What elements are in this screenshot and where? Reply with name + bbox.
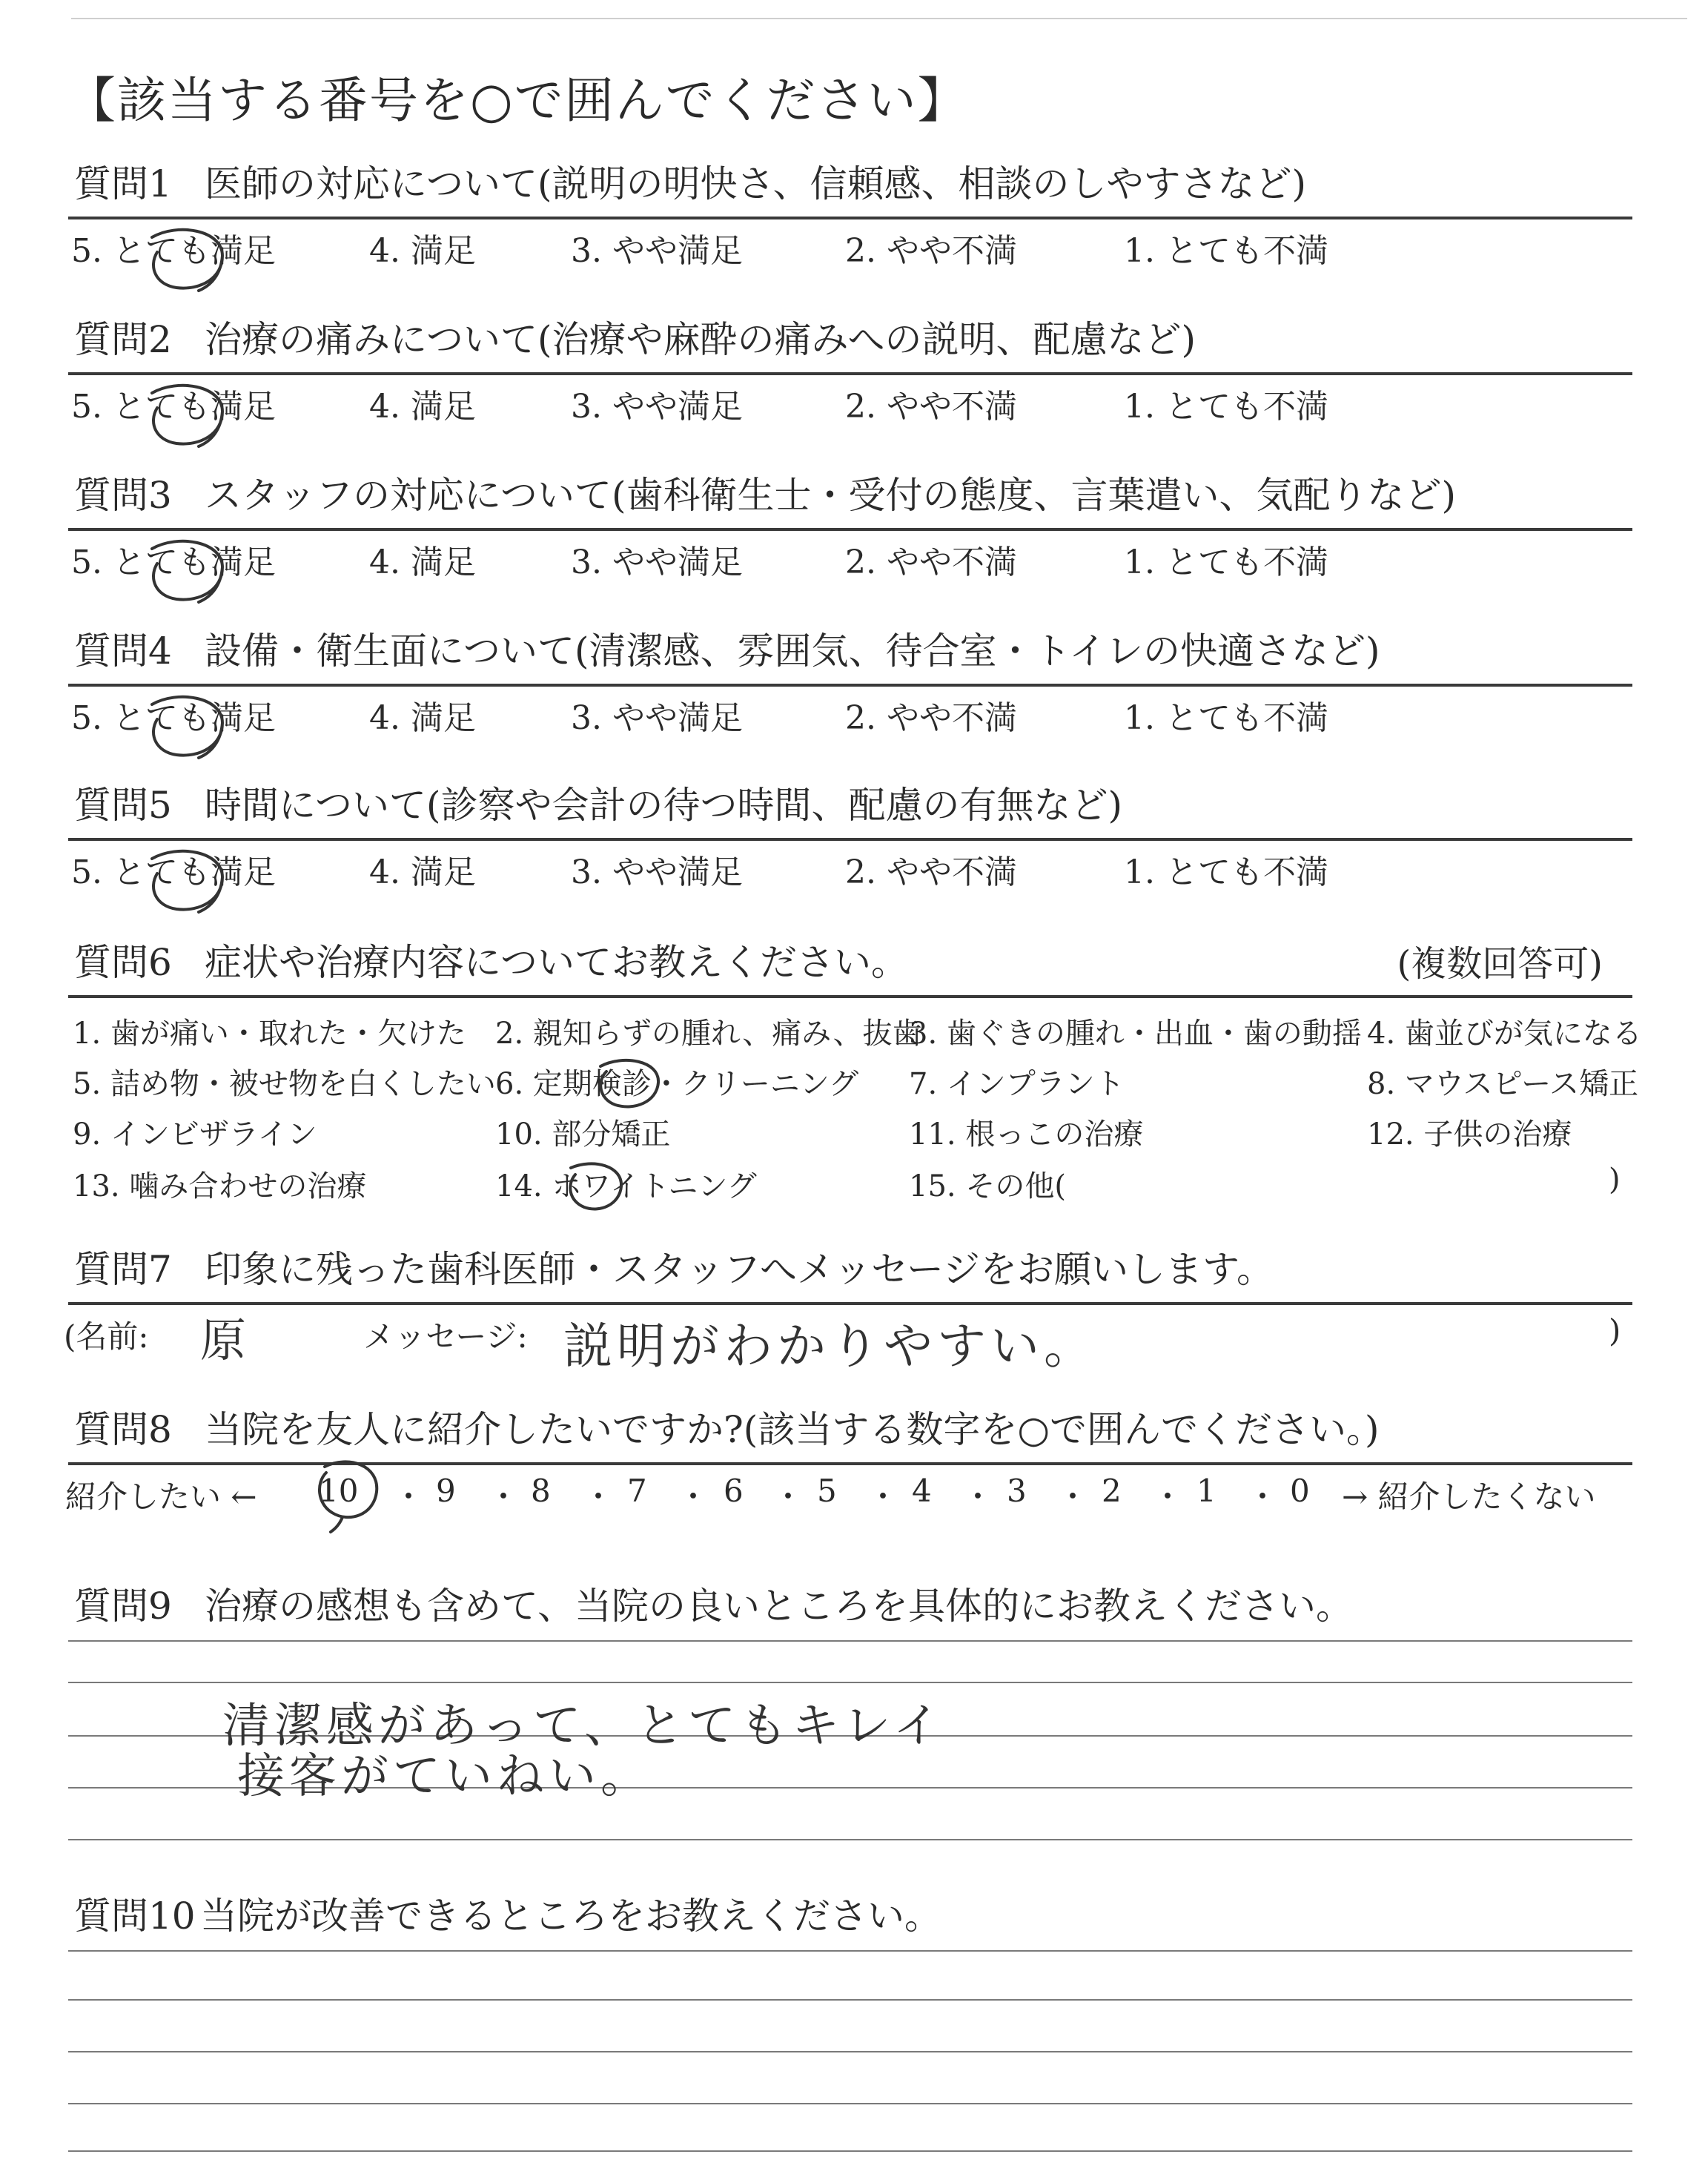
q8-right-label: → 紹介したくない [1342,1479,1596,1515]
q8-separator: ・ [962,1479,994,1515]
q8-separator: ・ [678,1479,709,1515]
page-top-rule [71,18,1687,19]
q8-scale-7[interactable]: 7 [627,1473,647,1509]
q2-option-3[interactable]: 3. やや満足 [571,388,743,426]
q6-option-8[interactable]: 8. マウスピース矯正 [1367,1067,1639,1101]
question-9-header [68,1579,1632,1639]
q8-separator: ・ [1057,1479,1089,1515]
question-10-label: 質問10 [74,1895,196,1938]
question-8-text: 当院を友人に紹介したいですか?(該当する数字を○で囲んでください。) [205,1408,1380,1451]
q2-option-1[interactable]: 1. とても不満 [1124,388,1328,426]
question-1-text: 医師の対応について(説明の明快さ、信頼感、相談のしやすさなど) [205,162,1307,205]
q7-message-value[interactable]: 説明がわかりやすい。 [563,1318,1097,1375]
q3-option-3[interactable]: 3. やや満足 [571,544,743,581]
question-8-header [68,1403,1632,1465]
q9-answer-text-line-1[interactable]: 清潔感があって、とてもキレイ [222,1699,945,1754]
question-7-header [68,1243,1632,1305]
q8-scale-2[interactable]: 2 [1102,1473,1122,1509]
q6-option-12[interactable]: 12. 子供の治療 [1367,1117,1572,1152]
question-3-label: 質問3 [74,474,172,517]
q4-option-4[interactable]: 4. 満足 [369,699,476,737]
question-4-text: 設備・衛生面について(清潔感、雰囲気、待合室・トイレの快適さなど) [205,630,1380,673]
question-7-text: 印象に残った歯科医師・スタッフへメッセージをお願いします。 [205,1248,1274,1291]
q6-option-6[interactable]: 6. 定期検診・クリーニング [495,1067,859,1101]
q9-answer-line [68,1640,1632,1642]
q8-scale-8[interactable]: 8 [531,1473,551,1509]
q6-option-10[interactable]: 10. 部分矯正 [495,1117,671,1152]
question-10-header [68,1889,1632,1949]
q1-option-1[interactable]: 1. とても不満 [1124,232,1328,270]
question-2-text: 治療の痛みについて(治療や麻酔の痛みへの説明、配慮など) [205,318,1196,361]
question-5-header [68,779,1632,841]
q4-option-2[interactable]: 2. やや不満 [845,699,1017,737]
question-2-header [68,313,1632,375]
q9-answer-line [68,1682,1632,1683]
question-6-label: 質問6 [74,941,172,984]
question-5-text: 時間について(診察や会計の待つ時間、配慮の有無など) [205,784,1123,827]
q5-option-2[interactable]: 2. やや不満 [845,853,1017,891]
q6-option-11[interactable]: 11. 根っこの治療 [909,1117,1144,1152]
question-4-header [68,624,1632,687]
q8-separator: ・ [393,1479,425,1515]
q10-answer-line[interactable] [68,2103,1632,2104]
question-10-text: 当院が改善できるところをお教えください。 [200,1895,941,1938]
q8-scale-10[interactable]: 10 [319,1473,359,1509]
q7-name-value[interactable]: 原 [200,1313,251,1367]
q3-option-4[interactable]: 4. 満足 [369,544,476,581]
q6-option-3[interactable]: 3. 歯ぐきの腫れ・出血・歯の動揺 [909,1017,1362,1051]
q6-option-4[interactable]: 4. 歯並びが気になる [1367,1017,1642,1051]
question-1-header [68,157,1632,219]
q8-separator: ・ [867,1479,899,1515]
question-2-label: 質問2 [74,318,172,361]
q5-option-5[interactable]: 5. とても満足 [71,853,276,891]
q8-scale-9[interactable]: 9 [436,1473,456,1509]
form-title: 【該当する番号を○で囲んでください】 [67,72,968,129]
q6-option-5[interactable]: 5. 詰め物・被せ物を白くしたい [73,1067,496,1101]
question-3-text: スタッフの対応について(歯科衛生士・受付の態度、言葉遣い、気配りなど) [205,474,1457,517]
question-4-label: 質問4 [74,630,172,673]
q6-option-13[interactable]: 13. 噛み合わせの治療 [73,1169,367,1203]
q5-option-1[interactable]: 1. とても不満 [1124,853,1328,891]
q6-option-15-close-paren: ) [1609,1163,1621,1197]
q8-separator: ・ [1247,1479,1279,1515]
question-6-header [68,936,1632,998]
question-9-label: 質問9 [74,1585,172,1628]
question-6-text: 症状や治療内容についてお教えください。 [205,941,908,984]
q6-option-14[interactable]: 14. ホワイトニング [495,1169,757,1203]
q8-scale-5[interactable]: 5 [817,1473,837,1509]
q4-option-1[interactable]: 1. とても不満 [1124,699,1328,737]
q10-answer-line[interactable] [68,1999,1632,2001]
question-9-text: 治療の感想も含めて、当院の良いところを具体的にお教えください。 [205,1585,1353,1628]
q1-option-2[interactable]: 2. やや不満 [845,232,1017,270]
q8-scale-1[interactable]: 1 [1196,1473,1217,1509]
q8-separator: ・ [1152,1479,1184,1515]
question-8-label: 質問8 [74,1408,172,1451]
q10-answer-line[interactable] [68,1950,1632,1952]
question-5-label: 質問5 [74,784,172,827]
q8-scale-6[interactable]: 6 [724,1473,744,1509]
q8-left-label: 紹介したい ← [65,1479,257,1515]
q5-option-3[interactable]: 3. やや満足 [571,853,743,891]
q7-name-label: (名前: [64,1318,149,1355]
q6-option-1[interactable]: 1. 歯が痛い・取れた・欠けた [73,1017,466,1051]
q8-scale-3[interactable]: 3 [1007,1473,1027,1509]
q8-separator: ・ [488,1479,520,1515]
q2-option-4[interactable]: 4. 満足 [369,388,476,426]
question-7-label: 質問7 [74,1248,172,1291]
q9-answer-text-line-2[interactable]: 接客がていねい。 [237,1749,652,1804]
question-6-note: (複数回答可) [1397,943,1603,985]
q8-separator: ・ [583,1479,615,1515]
q6-option-9[interactable]: 9. インビザライン [73,1117,317,1152]
q1-option-4[interactable]: 4. 満足 [369,232,476,270]
q1-option-3[interactable]: 3. やや満足 [571,232,743,270]
q10-answer-line[interactable] [68,2051,1632,2052]
q7-message-label: メッセージ: [363,1318,528,1355]
q1-option-5[interactable]: 5. とても満足 [71,232,276,270]
question-1-label: 質問1 [74,162,172,205]
q6-option-7[interactable]: 7. インプラント [909,1067,1125,1101]
q5-option-4[interactable]: 4. 満足 [369,853,476,891]
q8-separator: ・ [772,1479,804,1515]
q2-option-2[interactable]: 2. やや不満 [845,388,1017,426]
q3-option-5[interactable]: 5. とても満足 [71,544,276,581]
q8-scale-4[interactable]: 4 [912,1473,932,1509]
q6-option-15[interactable]: 15. その他( [909,1169,1066,1203]
q4-option-3[interactable]: 3. やや満足 [571,699,743,737]
q3-option-2[interactable]: 2. やや不満 [845,544,1017,581]
q8-scale-0[interactable]: 0 [1290,1473,1310,1509]
q10-answer-line[interactable] [68,2150,1632,2152]
q6-option-2[interactable]: 2. 親知らずの腫れ、痛み、抜歯 [495,1017,922,1051]
question-3-header [68,469,1632,531]
q7-close-paren: ) [1609,1312,1621,1349]
q4-option-5[interactable]: 5. とても満足 [71,699,276,737]
q3-option-1[interactable]: 1. とても不満 [1124,544,1328,581]
q2-option-5[interactable]: 5. とても満足 [71,388,276,426]
q9-answer-line [68,1839,1632,1840]
